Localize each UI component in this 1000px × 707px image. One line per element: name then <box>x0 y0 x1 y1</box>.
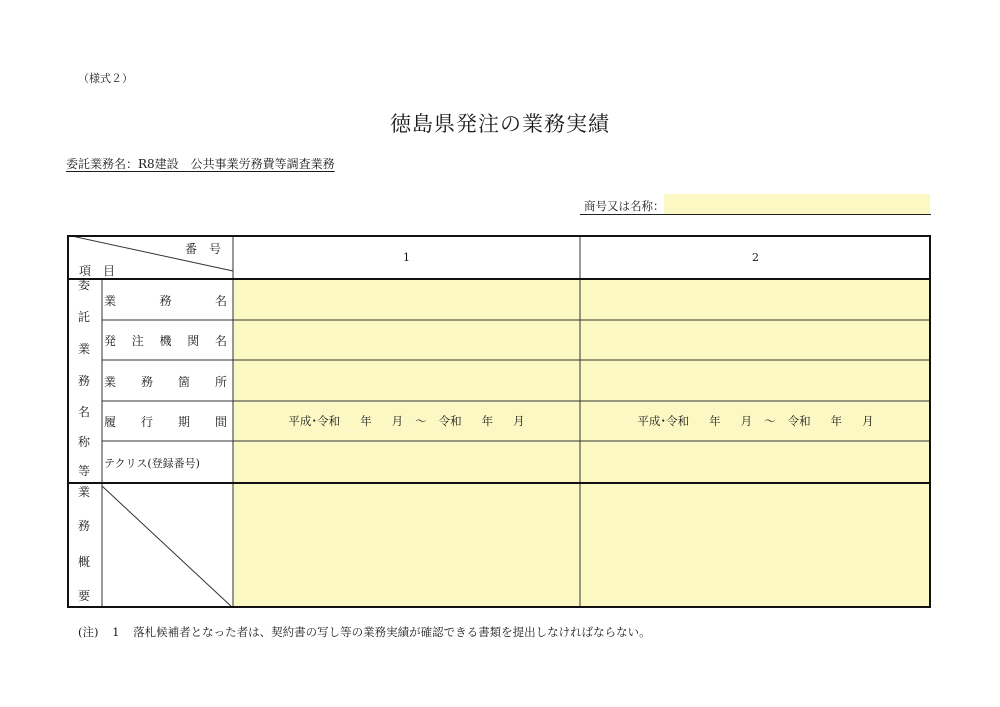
label-char: 発 <box>104 334 117 348</box>
group-label-summary <box>69 483 99 608</box>
label-char: 期 <box>177 415 190 429</box>
column-header-1: 1 <box>403 250 410 264</box>
form-number-label: （様式２） <box>78 72 133 85</box>
label-char: 業 <box>104 375 117 389</box>
period-era: 令和 <box>438 414 462 428</box>
label-char: 所 <box>214 375 227 389</box>
period-era: 平成･令和 <box>288 414 341 428</box>
period-text-col2 <box>580 401 931 441</box>
footnote <box>78 624 651 640</box>
label-text: テクリス(登録番号) <box>104 457 200 470</box>
group-char: 業 <box>77 342 90 356</box>
group-char: 名 <box>77 405 90 419</box>
period-year: 年 <box>360 414 372 428</box>
footnote-prefix: (注) <box>78 625 99 639</box>
label-char: 名 <box>214 294 227 308</box>
period-month: 月 <box>391 414 404 428</box>
period-year: 年 <box>830 414 843 428</box>
label-char: 名 <box>214 334 227 348</box>
label-char: 行 <box>140 415 153 429</box>
label-char: 機 <box>159 334 172 348</box>
label-char: 箇 <box>177 375 190 389</box>
group-char: 委 <box>77 278 90 292</box>
row-label-business-name <box>102 292 231 309</box>
footnote-number: 1 <box>112 625 120 639</box>
period-text-col1 <box>233 401 580 441</box>
period-month: 月 <box>862 414 874 428</box>
label-char: 業 <box>104 294 117 308</box>
period-month: 月 <box>513 414 525 428</box>
column-header-2: 2 <box>752 250 759 264</box>
group-char: 称 <box>77 435 90 449</box>
period-month: 月 <box>740 414 753 428</box>
label-char: 務 <box>159 294 172 308</box>
label-char: 関 <box>187 334 200 348</box>
group-char: 概 <box>77 555 90 569</box>
group-char: 務 <box>77 374 90 388</box>
commission-name: 委託業務名：R8建設 公共事業労務費等調査業務 <box>66 157 335 171</box>
label-char: 間 <box>214 415 227 429</box>
trade-name-underline <box>580 214 931 215</box>
header-number-label: 番 号 <box>185 242 222 256</box>
row-label-tecris <box>102 455 231 471</box>
group-char: 等 <box>77 464 90 478</box>
group-char: 託 <box>77 310 90 324</box>
row-label-ordering-agency <box>102 332 231 349</box>
period-era: 令和 <box>787 414 811 428</box>
performance-table <box>67 235 931 608</box>
row-label-period <box>102 413 231 430</box>
trade-name-label: 商号又は名称： <box>584 199 665 213</box>
page-title: 徳島県発注の業務実績 <box>390 112 610 136</box>
row-label-location <box>102 373 231 390</box>
group-label-commission <box>69 279 99 483</box>
trade-name-field[interactable] <box>664 194 930 214</box>
period-year: 年 <box>481 414 494 428</box>
group-char: 業 <box>77 485 90 499</box>
footnote-text: 落札候補者となった者は、契約書の写し等の業務実績が確認できる書類を提出しなければならない。 <box>133 625 651 639</box>
label-char: 務 <box>140 375 153 389</box>
header-item-label: 項 目 <box>79 264 116 278</box>
group-char: 務 <box>77 519 90 533</box>
period-tilde: ～ <box>415 414 427 428</box>
period-tilde: ～ <box>764 414 776 428</box>
period-year: 年 <box>709 414 721 428</box>
period-era: 平成･令和 <box>637 414 690 428</box>
label-char: 注 <box>131 334 144 348</box>
label-char: 履 <box>104 415 117 429</box>
group-char: 要 <box>77 589 90 603</box>
